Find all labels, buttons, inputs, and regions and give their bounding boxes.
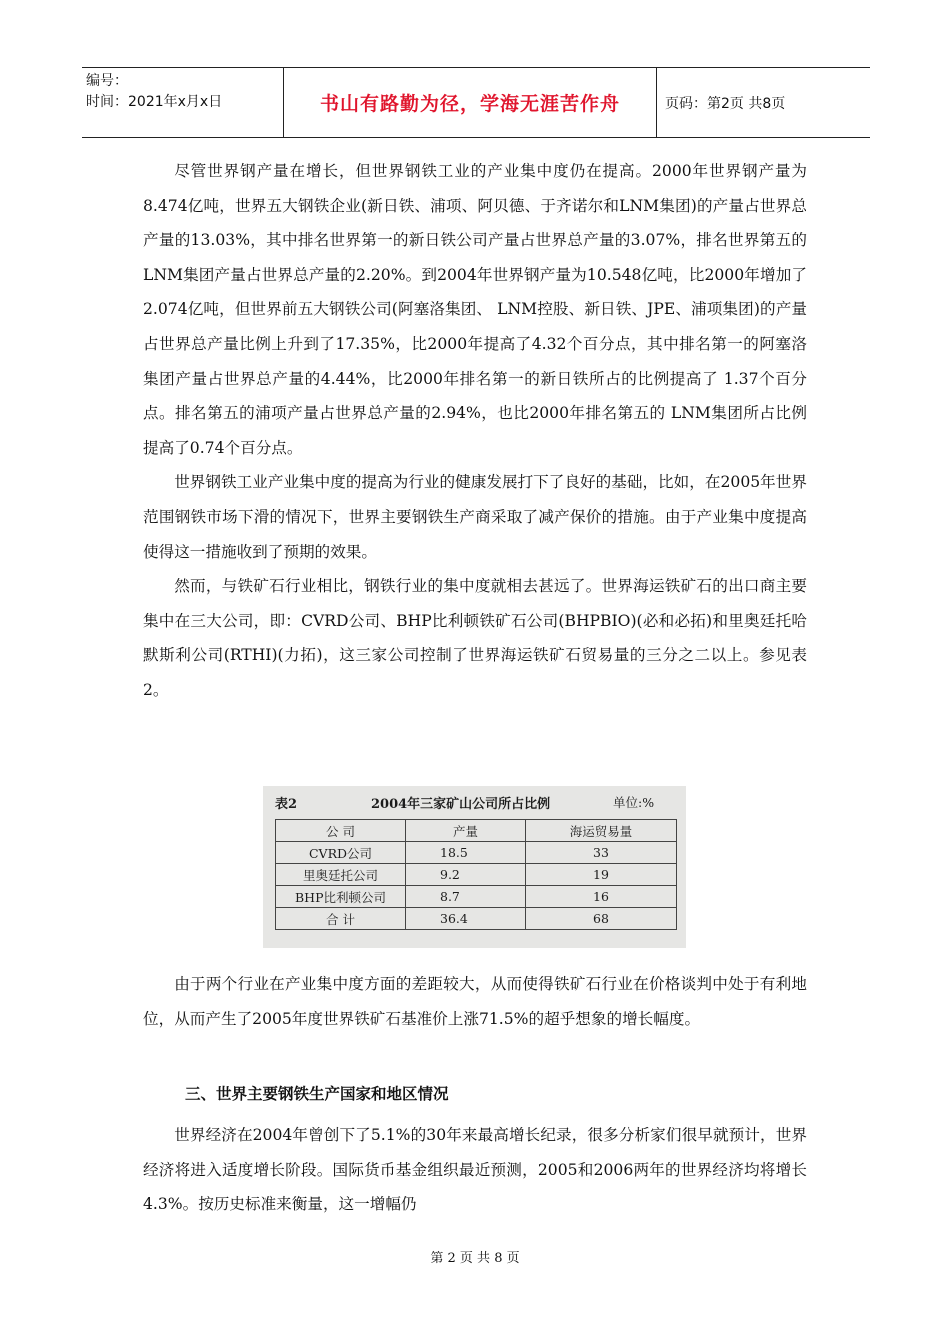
- table-2-image: [263, 786, 686, 948]
- table-header-cell: 公 司: [276, 820, 406, 842]
- header-meta: [82, 68, 284, 137]
- paragraph-4: 由于两个行业在产业集中度方面的差距较大，从而使得铁矿石行业在价格谈判中处于有利地位，从而产生了2005年度世界铁矿石基准价上涨71.5%的超乎想象的增长幅度。: [143, 975, 807, 1028]
- header-page-info: 页码：第2页 共8页: [665, 95, 786, 112]
- table-cell: 19: [526, 864, 677, 886]
- paragraph-2: 世界钢铁工业产业集中度的提高为行业的健康发展打下了良好的基础，比如，在2005年世界范围钢铁市场下滑的情况下，世界主要钢铁生产商采取了减产保价的措施。由于产业集中度提高使得这一措施收到了预期的效果。: [143, 473, 807, 561]
- page-header: [82, 67, 870, 138]
- table-unit: 单位:%: [613, 795, 655, 810]
- paragraph-3: 然而，与铁矿石行业相比，钢铁行业的集中度就相去甚远了。世界海运铁矿石的出口商主要集中在三大公司，即：CVRD公司、BHP比利顿铁矿石公司(BHPBIO)(必和必拓)和里奥廷托哈默斯利公司(RTHI)(力拓)，这三家公司控制了世界海运铁矿石贸易量的三分之二以上。参见表2。: [143, 577, 807, 699]
- table-row: [276, 886, 677, 908]
- table-row: [276, 864, 677, 886]
- table-cell: 68: [526, 908, 677, 930]
- body-block-2: [143, 967, 807, 1036]
- number-label: 编号：: [86, 73, 128, 89]
- share-table: [275, 819, 677, 930]
- table-cell: 16: [526, 886, 677, 908]
- paragraph-1: 尽管世界钢产量在增长，但世界钢铁工业的产业集中度仍在提高。2000年世界钢产量为8.474亿吨，世界五大钢铁企业(新日铁、浦项、阿贝德、于齐诺尔和LNM集团)的产量占世界总产量的13.03%，其中排名世界第一的新日铁公司产量占世界总产量的3.07%，排名世界第五的LNM集团产量占世界总产量的2.20%。到2004年世界钢产量为10.548亿吨，比2000年增加了2.074亿吨，但世界前五大钢铁公司(阿塞洛集团、 LNM控股、新日铁、JPE、浦项集团)的产量占世界总产量比例上升到了17.35%，比2000年提高了4.32个百分点，其中排名第一的阿塞洛集团产量占世界总产量的4.44%，比2000年排名第一的新日铁所占的比例提高了 1.37个百分点。排名第五的浦项产量占世界总产量的2.94%，也比2000年排名第五的 LNM集团所占比例提高了0.74个百分点。: [143, 162, 807, 457]
- table-cell: BHP比利顿公司: [276, 886, 406, 908]
- body-block-1: [143, 154, 807, 708]
- table-header-row: [276, 820, 677, 842]
- table-cell: 18.5: [406, 842, 526, 864]
- table-cell: 33: [526, 842, 677, 864]
- table-cell: 36.4: [406, 908, 526, 930]
- table-row: [276, 842, 677, 864]
- table-cell: 里奥廷托公司: [276, 864, 406, 886]
- table-title: 2004年三家矿山公司所占比例: [371, 797, 551, 812]
- table-cell: 9.2: [406, 864, 526, 886]
- section-heading: 三、世界主要钢铁生产国家和地区情况: [185, 1085, 449, 1103]
- table-header-cell: 海运贸易量: [526, 820, 677, 842]
- table-cell: 合 计: [276, 908, 406, 930]
- page-footer: 第 2 页 共 8 页: [430, 1251, 520, 1266]
- table-row: [276, 908, 677, 930]
- header-motto: 书山有路勤为径，学海无涯苦作舟: [284, 68, 657, 137]
- table-header-cell: 产量: [406, 820, 526, 842]
- body-block-3: [143, 1118, 807, 1222]
- table-label: 表2: [275, 797, 298, 812]
- table-cell: CVRD公司: [276, 842, 406, 864]
- paragraph-5: 世界经济在2004年曾创下了5.1%的30年来最高增长纪录，很多分析家们很早就预计，世界经济将进入适度增长阶段。国际货币基金组织最近预测，2005和2006两年的世界经济均将增长4.3%。按历史标准来衡量，这一增幅仍: [143, 1126, 807, 1214]
- table-cell: 8.7: [406, 886, 526, 908]
- time-label: 时间：2021年x月x日: [86, 94, 223, 110]
